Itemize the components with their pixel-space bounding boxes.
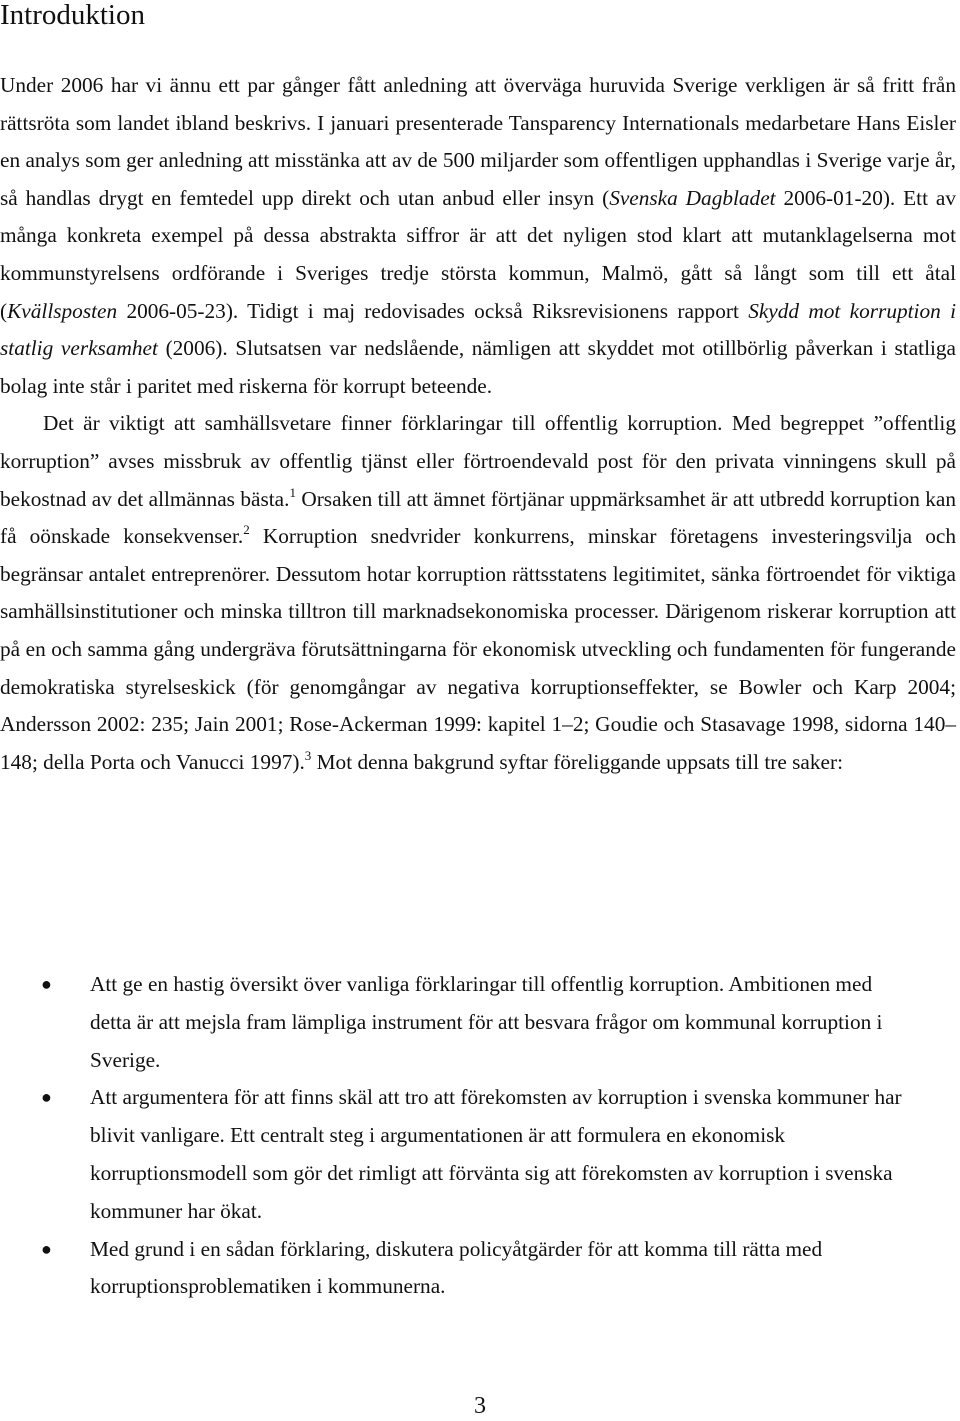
paragraph-1-text-a: Under 2006 har vi ännu ett par gånger fått anledning att överväga huruvida Sverige verkligen är så fritt från rättsröta som landet ibland beskrivs. I januari presenterade Tansparency Internationals medarbetare Hans Eisler en analys som ger anledning att misstänka att av de 500 miljarder som offentligen upphandlas i Sverige varje år, så handlas drygt en femtedel upp direkt och utan anbud eller insyn ( bbox=[0, 73, 956, 210]
paragraph-2 bbox=[0, 405, 956, 781]
list-item bbox=[0, 1079, 918, 1230]
goal-text-1: Att ge en hastig översikt över vanliga förklaringar till offentlig korruption. Ambitionen med detta är att mejsla fram lämpliga instrument för att besvara frågor om kommunal korruption i Sverige. bbox=[90, 972, 883, 1072]
paragraph-1-text-b: 2006-01-20). Ett av många konkreta exempel på dessa abstrakta siffror är att det nyligen stod klart att mutanklagelserna mot kommunstyrelsens ordförande i Sveriges tredje största kommun, Malmö, gått så långt som till ett åtal ( bbox=[0, 185, 956, 323]
bullet-icon: ● bbox=[41, 1087, 52, 1108]
paragraph-1-text-d: (2006). Slutsatsen var nedslående, nämligen att skyddet mot otillbörlig påverkan i statliga bolag inte står i paritet med riskerna för korrupt beteende. bbox=[0, 336, 956, 398]
footnote-ref-1[interactable]: 1 bbox=[289, 484, 296, 500]
report-title: Skydd mot korruption i statlig verksamhet bbox=[0, 298, 956, 361]
footnote-ref-3[interactable]: 3 bbox=[304, 747, 312, 763]
paragraph-1-text-c: 2006-05-23). Tidigt i maj redovisades också Riksrevisionens rapport bbox=[117, 298, 749, 323]
section-heading: Introduktion bbox=[0, 0, 145, 31]
paragraph-1 bbox=[0, 67, 956, 405]
list-item bbox=[0, 1231, 918, 1307]
body-text bbox=[0, 67, 956, 781]
bullet-icon: ● bbox=[41, 1238, 52, 1259]
source-svenska-dagbladet: Svenska Dagbladet bbox=[609, 185, 776, 210]
paragraph-2-text-b: Orsaken till att ämnet förtjänar uppmärksamhet är att utbredd korruption kan få oönskade konsekvenser. bbox=[0, 486, 956, 549]
bullet-icon: ● bbox=[41, 974, 52, 994]
list-item bbox=[0, 966, 918, 1079]
paragraph-2-text-a: Det är viktigt att samhällsvetare finner förklaringar till offentlig korruption. Med begreppet ”offentlig korruption” avses missbruk av offentlig tjänst eller förtroendevald post för den privata vinningens skull på bekostnad av det allmännas bästa. bbox=[0, 411, 956, 511]
paragraph-2-text-c: Korruption snedvrider konkurrens, minskar företagens investeringsvilja och begränsar antalet entreprenörer. Dessutom hotar korruption rättsstatens legitimitet, sänka förtroendet för viktiga samhällsinstitutioner och minska tilltron till marknadsekonomiska processer. Därigenom riskerar korruption att på en och samma gång undergräva förutsättningarna för ekonomisk utveckling och fundamenten för fungerande demokratiska styrelseskick (för genomgångar av negativa korruptionseffekter, se Bowler och Karp 2004; Andersson 2002: 235; Jain 2001; Rose-Ackerman 1999: kapitel 1–2; Goudie och Stasavage 1998, sidorna 140–148; della Porta och Vanucci 1997). bbox=[0, 524, 956, 774]
goal-text-2: Att argumentera för att finns skäl att tro att förekomsten av korruption i svenska kommuner har blivit vanligare. Ett centralt steg i argumentationen är att formulera en ekonomisk korruptionsmodell som gör det rimligt att förvänta sig att förekomsten av korruption i svenska kommuner har ökat. bbox=[90, 1085, 902, 1223]
paragraph-2-text-d: Mot denna bakgrund syftar föreliggande uppsats till tre saker: bbox=[311, 749, 843, 774]
goal-text-3: Med grund i en sådan förklaring, diskutera policyåtgärder för att komma till rätta med korruptionsproblematiken i kommunerna. bbox=[90, 1236, 823, 1299]
source-kvallsposten: Kvällsposten bbox=[7, 298, 118, 323]
footnote-ref-2[interactable]: 2 bbox=[243, 522, 250, 538]
goals-list bbox=[0, 966, 918, 1306]
page-number: 3 bbox=[474, 1393, 486, 1419]
